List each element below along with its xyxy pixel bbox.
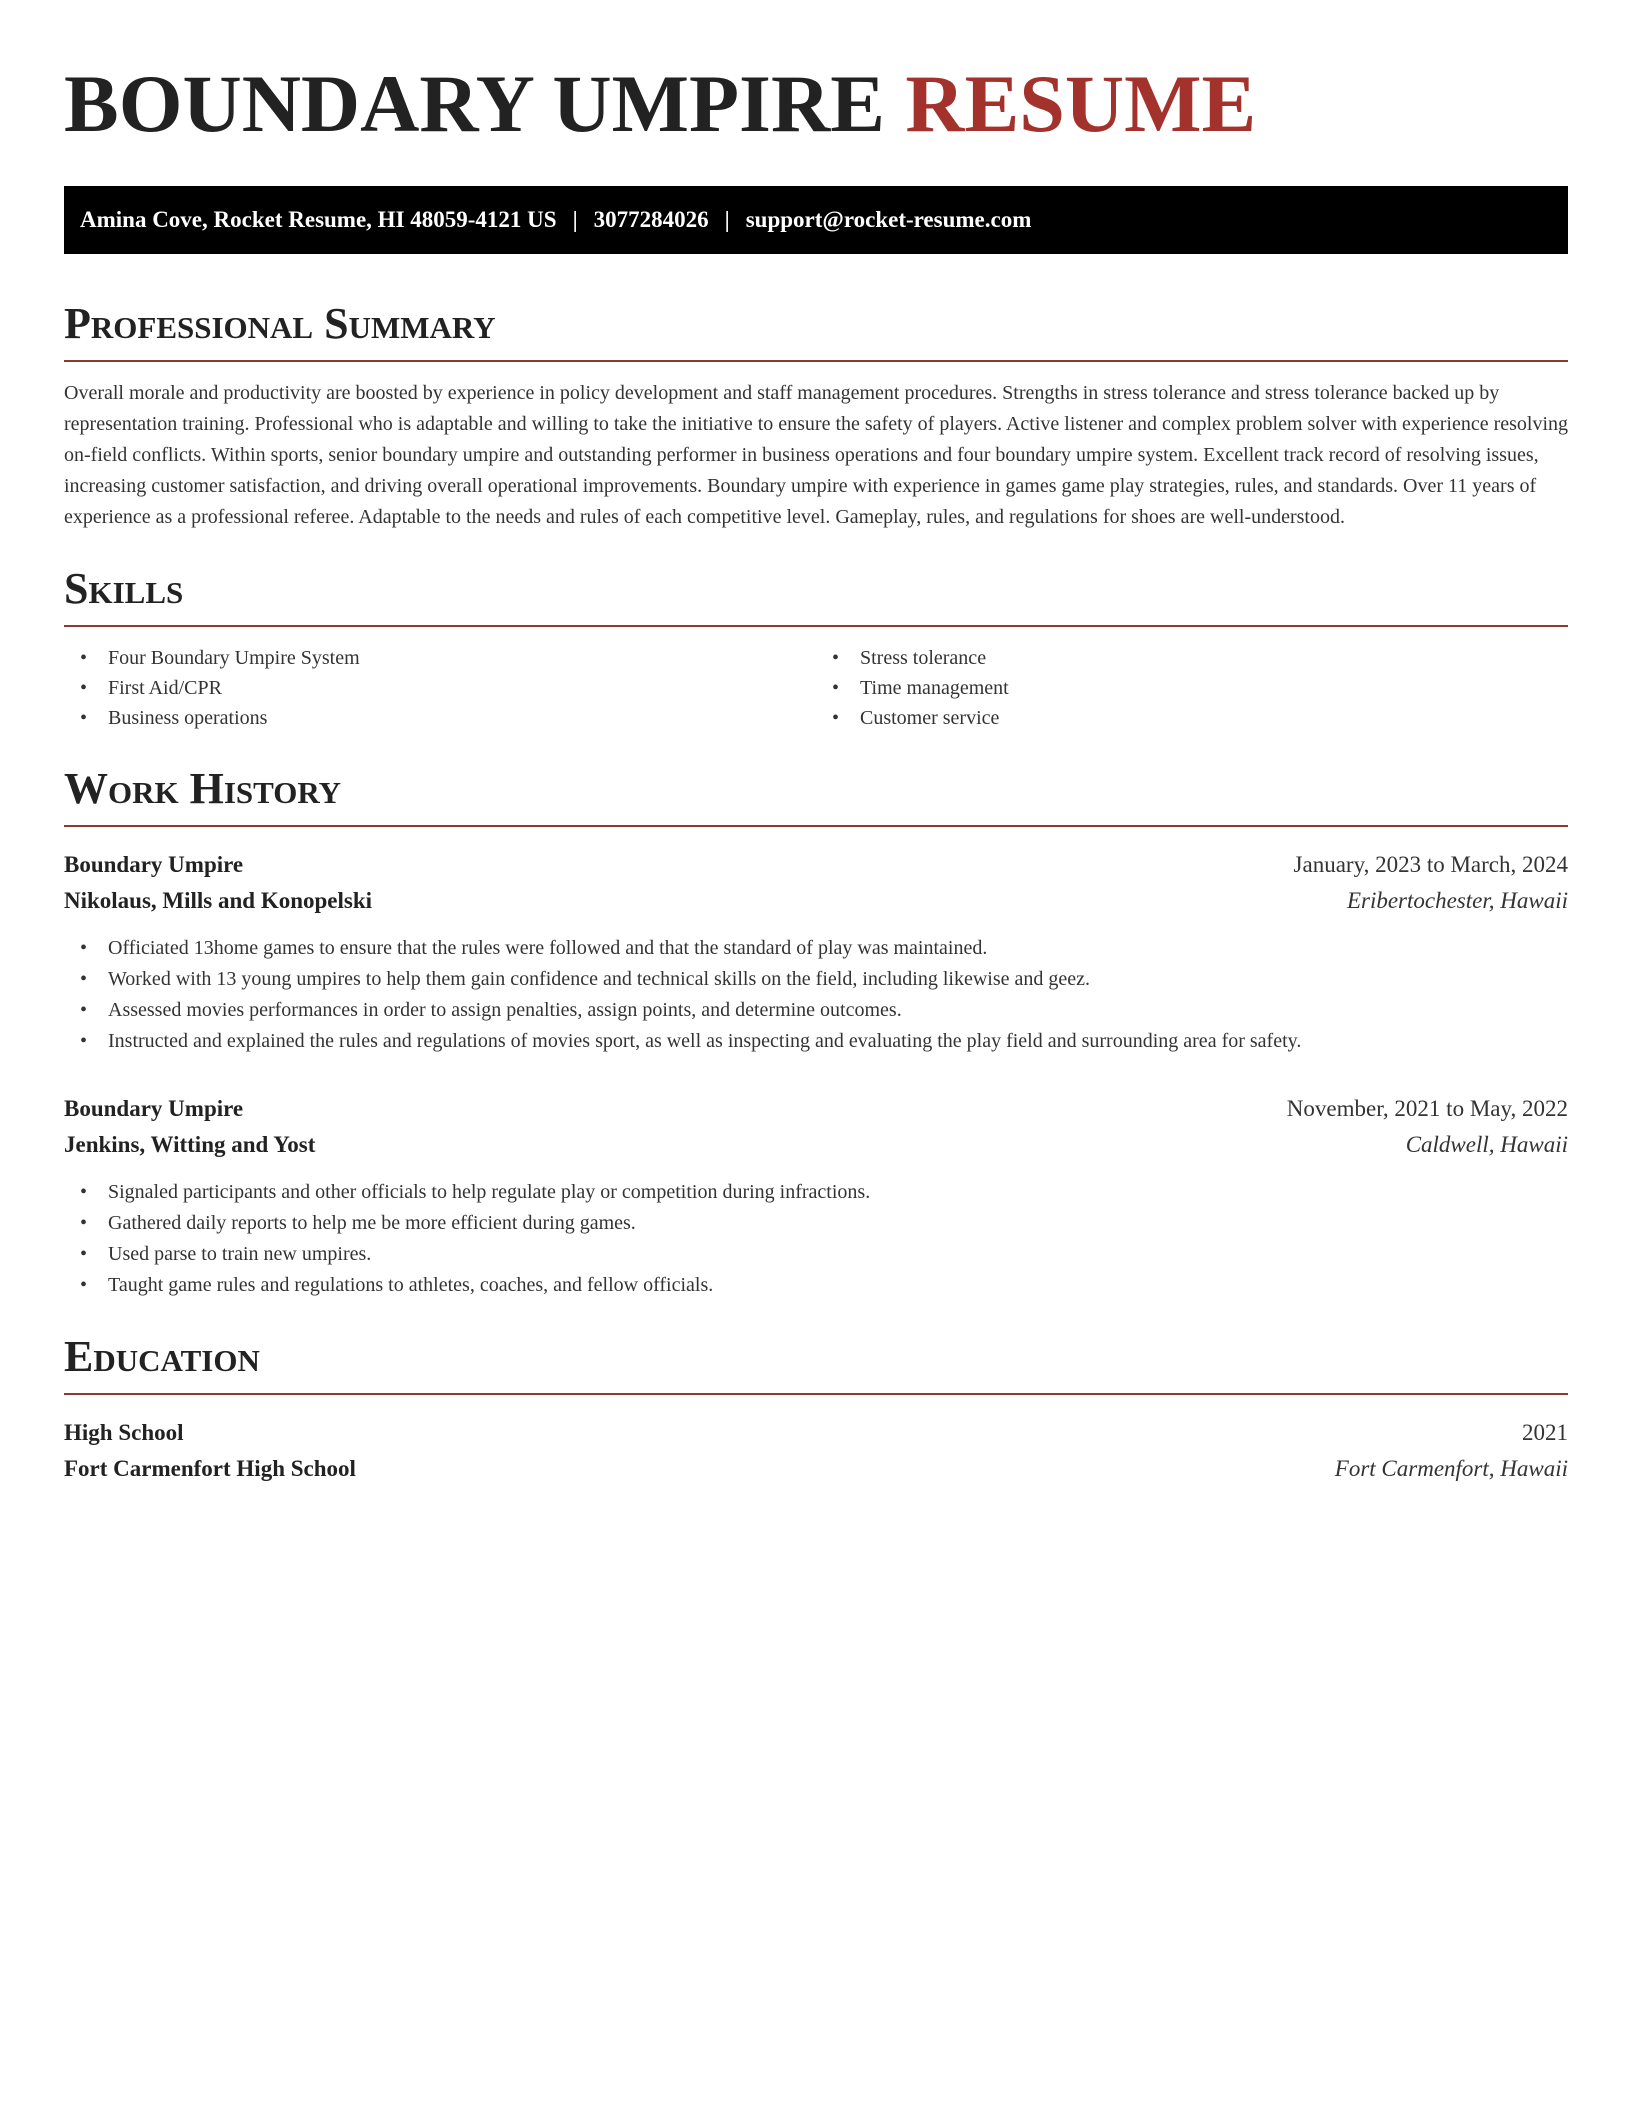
job-company-row bbox=[64, 883, 1568, 919]
contact-separator: | bbox=[724, 207, 730, 232]
skill-item: • Four Boundary Umpire System bbox=[64, 643, 816, 673]
contact-bar bbox=[64, 186, 1568, 254]
education-degree: High School bbox=[64, 1420, 184, 1445]
summary-text: Overall morale and productivity are boosted by experience in policy development and staff management procedures. Strengths in stress tolerance and stress tolerance backed up by representation training. Professional who is adaptable and willing to take the initiative to ensure the safety of players. Active listener and complex problem solver with experience resolving on-field conflicts. Within sports, senior boundary umpire and outstanding performer in business operations and four boundary umpire system. Excellent track record of resolving issues, increasing customer satisfaction, and driving overall operational improvements. Boundary umpire with experience in games game play strategies, rules, and standards. Over 11 years of experience as a professional referee. Adaptable to the needs and rules of each competitive level. Gameplay, rules, and regulations for shoes are well-understood. bbox=[64, 382, 1569, 528]
resume-title bbox=[64, 56, 1568, 152]
section-divider bbox=[64, 825, 1568, 827]
education-degree-row bbox=[64, 1415, 1568, 1451]
job-company-row bbox=[64, 1127, 1568, 1163]
education-entry bbox=[64, 1415, 1568, 1487]
job-company: Jenkins, Witting and Yost bbox=[64, 1132, 316, 1157]
summary-heading: Professional Summary bbox=[64, 299, 496, 348]
job-duty-item: • Signaled participants and other officials to help regulate play or competition during infractions. bbox=[64, 1177, 1568, 1208]
skill-item: • Customer service bbox=[816, 703, 1568, 733]
skill-item: • Stress tolerance bbox=[816, 643, 1568, 673]
job-entry bbox=[64, 847, 1568, 1057]
job-title-row bbox=[64, 847, 1568, 883]
work-history-heading: Work History bbox=[64, 764, 342, 813]
job-duties bbox=[64, 1177, 1568, 1301]
section-divider bbox=[64, 360, 1568, 362]
education-location: Fort Carmenfort, Hawaii bbox=[1334, 1456, 1568, 1481]
education-year: 2021 bbox=[1522, 1420, 1568, 1445]
skill-item: • Business operations bbox=[64, 703, 816, 733]
job-duties bbox=[64, 933, 1568, 1057]
contact-address: Amina Cove, Rocket Resume, HI 48059-4121 US bbox=[80, 207, 557, 232]
contact-separator: | bbox=[572, 207, 578, 232]
job-title-row bbox=[64, 1091, 1568, 1127]
skill-item: • First Aid/CPR bbox=[64, 673, 816, 703]
skill-item: • Time management bbox=[816, 673, 1568, 703]
education-school: Fort Carmenfort High School bbox=[64, 1456, 356, 1481]
job-location: Caldwell, Hawaii bbox=[1405, 1132, 1568, 1157]
job-duty-item: • Officiated 13home games to ensure that the rules were followed and that the standard of play was maintained. bbox=[64, 933, 1568, 964]
education-school-row bbox=[64, 1451, 1568, 1487]
job-title: Boundary Umpire bbox=[64, 1096, 244, 1121]
education-heading: Education bbox=[64, 1332, 260, 1381]
skills-list bbox=[64, 643, 1568, 733]
title-main: BOUNDARY UMPIRE bbox=[64, 58, 885, 149]
job-duty-item: • Worked with 13 young umpires to help them gain confidence and technical skills on the field, including likewise and geez. bbox=[64, 964, 1568, 995]
job-title: Boundary Umpire bbox=[64, 852, 244, 877]
job-duty-item: • Assessed movies performances in order to assign penalties, assign points, and determine outcomes. bbox=[64, 995, 1568, 1026]
section-divider bbox=[64, 1393, 1568, 1395]
job-location: Eribertochester, Hawaii bbox=[1346, 888, 1568, 913]
job-dates: January, 2023 to March, 2024 bbox=[1293, 852, 1568, 877]
skills-column-left bbox=[64, 643, 816, 733]
job-duty-item: • Used parse to train new umpires. bbox=[64, 1239, 1568, 1270]
skills-heading: Skills bbox=[64, 564, 184, 613]
section-divider bbox=[64, 625, 1568, 627]
job-entry bbox=[64, 1091, 1568, 1301]
job-duty-item: • Gathered daily reports to help me be more efficient during games. bbox=[64, 1208, 1568, 1239]
job-duty-item: • Instructed and explained the rules and regulations of movies sport, as well as inspecting and evaluating the play field and surrounding area for safety. bbox=[64, 1026, 1568, 1057]
contact-phone: 3077284026 bbox=[593, 207, 709, 232]
contact-email: support@rocket-resume.com bbox=[745, 207, 1032, 232]
job-company: Nikolaus, Mills and Konopelski bbox=[64, 888, 373, 913]
skills-column-right bbox=[816, 643, 1568, 733]
title-accent: RESUME bbox=[905, 58, 1257, 149]
job-dates: November, 2021 to May, 2022 bbox=[1286, 1096, 1568, 1121]
job-duty-item: • Taught game rules and regulations to athletes, coaches, and fellow officials. bbox=[64, 1270, 1568, 1301]
